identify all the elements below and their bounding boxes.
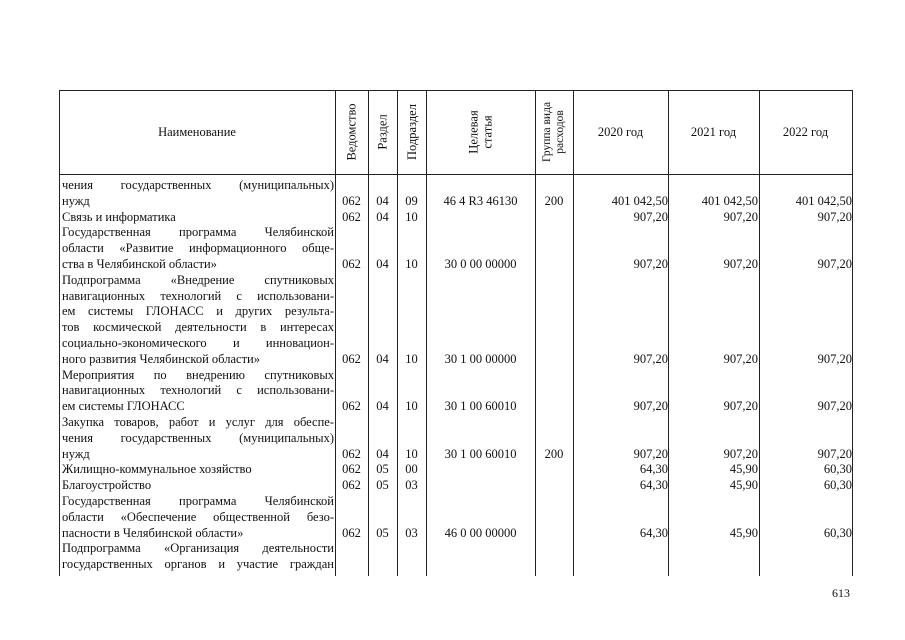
header-razdel: Раздел: [375, 114, 390, 150]
razdel-cell: 05: [376, 462, 389, 477]
amount-2022-cell: 907,20: [817, 209, 852, 224]
table-row: [59, 335, 853, 351]
amount-2020-cell: 64,30: [639, 462, 668, 477]
celevaya-cell: 30 0 00 00000: [444, 257, 517, 271]
amount-2022-cell: 401 042,50: [795, 193, 852, 208]
podrazdel-cell: 10: [405, 446, 418, 461]
name-cell: пасности в Челябинской области»: [62, 525, 244, 540]
table-row: [59, 319, 853, 335]
name-cell: ного развития Челябинской области»: [62, 351, 260, 366]
table-row: [59, 493, 853, 509]
celevaya-cell: 46 0 00 00000: [444, 525, 517, 540]
table-row: [59, 540, 853, 556]
amount-2020-cell: 907,20: [633, 209, 668, 224]
table-row: [59, 177, 853, 193]
podrazdel-cell: 03: [405, 478, 418, 493]
name-cell: чения государственных (муниципальных): [62, 178, 334, 192]
gruppa-cell: 200: [544, 446, 564, 461]
podrazdel-cell: 00: [405, 462, 418, 477]
budget-table: [59, 90, 853, 576]
name-cell: области «Развитие информационного обще-: [62, 241, 334, 256]
amount-2021-cell: 401 042,50: [701, 193, 758, 208]
name-cell: нужд: [62, 193, 90, 208]
amount-2021-cell: 907,20: [723, 209, 758, 224]
name-cell: навигационных технологий с использовани-: [62, 383, 334, 398]
table-row: [59, 382, 853, 398]
amount-2020-cell: 907,20: [633, 351, 668, 366]
razdel-cell: 04: [376, 399, 389, 414]
table-row: [59, 430, 853, 446]
table-row: [59, 461, 853, 477]
header-gruppa: Группа вида расходов: [541, 101, 567, 163]
amount-2021-cell: 907,20: [723, 446, 758, 461]
celevaya-cell: 46 4 R3 46130: [443, 193, 518, 208]
table-row: [59, 303, 853, 319]
header-celevaya: Целевая статья: [466, 110, 495, 154]
header-vedomstvo: Ведомство: [344, 103, 359, 161]
name-cell: Благоустройство: [62, 478, 152, 493]
amount-2021-cell: 45,90: [729, 525, 758, 540]
name-cell: социально-экономического и инновацион-: [62, 336, 334, 350]
vedomstvo-cell: 062: [342, 525, 361, 540]
podrazdel-cell: 09: [405, 193, 418, 208]
razdel-cell: 04: [376, 209, 389, 224]
celevaya-cell: 30 1 00 60010: [444, 399, 517, 414]
amount-2020-cell: 907,20: [633, 257, 668, 271]
amount-2022-cell: 907,20: [817, 257, 852, 271]
amount-2020-cell: 907,20: [633, 446, 668, 461]
amount-2022-cell: 60,30: [823, 462, 852, 477]
name-cell: навигационных технологий с использовани-: [62, 288, 334, 303]
vedomstvo-cell: 062: [342, 351, 361, 366]
name-cell: ем системы ГЛОНАСС: [62, 399, 185, 414]
vedomstvo-cell: 062: [342, 462, 361, 477]
header-2020: 2020 год: [597, 125, 644, 139]
podrazdel-cell: 10: [405, 351, 418, 366]
podrazdel-cell: 03: [405, 525, 418, 540]
amount-2020-cell: 64,30: [639, 478, 668, 493]
name-cell: Жилищно-коммунальное хозяйство: [62, 462, 252, 477]
table-row: [59, 209, 853, 225]
amount-2022-cell: 907,20: [817, 446, 852, 461]
razdel-cell: 04: [376, 257, 389, 271]
vedomstvo-cell: 062: [342, 446, 361, 461]
name-cell: государственных органов и участие граждан: [62, 557, 334, 572]
vedomstvo-cell: 062: [342, 399, 361, 414]
amount-2022-cell: 60,30: [823, 525, 852, 540]
celevaya-cell: 30 1 00 00000: [444, 351, 517, 366]
podrazdel-cell: 10: [405, 209, 418, 224]
table-row: [59, 351, 853, 367]
table-row: [59, 288, 853, 304]
amount-2021-cell: 907,20: [723, 351, 758, 366]
vedomstvo-cell: 062: [342, 209, 361, 224]
table-row: [59, 477, 853, 493]
name-cell: Государственная программа Челябинской: [62, 225, 334, 240]
name-cell: Государственная программа Челябинской: [62, 494, 334, 508]
header-2022: 2022 год: [782, 125, 829, 139]
name-cell: области «Обеспечение общественной безо-: [62, 509, 334, 524]
table-row: [59, 556, 853, 572]
name-cell: Связь и информатика: [62, 209, 176, 224]
name-cell: чения государственных (муниципальных): [62, 430, 334, 445]
name-cell: тов космической деятельности в интересах: [62, 320, 334, 335]
table-row: [59, 256, 853, 272]
table-row: [59, 224, 853, 240]
page-number: 613: [832, 586, 850, 600]
razdel-cell: 05: [376, 478, 389, 493]
vedomstvo-cell: 062: [342, 257, 361, 271]
table-row: [59, 240, 853, 256]
amount-2020-cell: 401 042,50: [611, 193, 668, 208]
table-row: [59, 446, 853, 462]
amount-2022-cell: 907,20: [817, 399, 852, 414]
table-row: [59, 193, 853, 209]
amount-2021-cell: 45,90: [729, 462, 758, 477]
vedomstvo-cell: 062: [342, 478, 361, 493]
amount-2021-cell: 907,20: [723, 399, 758, 414]
amount-2021-cell: 45,90: [729, 478, 758, 493]
amount-2022-cell: 907,20: [817, 351, 852, 366]
amount-2020-cell: 64,30: [639, 525, 668, 540]
name-cell: Закупка товаров, работ и услуг для обеспе-: [62, 415, 334, 429]
header-2021: 2021 год: [690, 125, 737, 139]
header-bottom-border: [59, 174, 853, 175]
header-name: Наименование: [158, 125, 236, 139]
vedomstvo-cell: 062: [342, 193, 361, 208]
table-row: [59, 414, 853, 430]
razdel-cell: 05: [376, 525, 389, 540]
gruppa-cell: 200: [544, 193, 564, 208]
razdel-cell: 04: [376, 193, 389, 208]
amount-2021-cell: 907,20: [723, 257, 758, 271]
razdel-cell: 04: [376, 446, 389, 461]
table-row: [59, 525, 853, 541]
podrazdel-cell: 10: [405, 399, 418, 414]
table-row: [59, 509, 853, 525]
table-row: [59, 398, 853, 414]
name-cell: Подпрограмма «Внедрение спутниковых: [62, 272, 334, 287]
razdel-cell: 04: [376, 351, 389, 366]
header-podrazdel: Подраздел: [404, 104, 419, 160]
name-cell: нужд: [62, 446, 90, 461]
table-row: [59, 367, 853, 383]
name-cell: ства в Челябинской области»: [62, 257, 217, 271]
name-cell: Мероприятия по внедрению спутниковых: [62, 367, 334, 382]
name-cell: ем системы ГЛОНАСС и других результа-: [62, 304, 334, 319]
table-row: [59, 272, 853, 288]
amount-2022-cell: 60,30: [823, 478, 852, 493]
celevaya-cell: 30 1 00 60010: [444, 446, 517, 461]
amount-2020-cell: 907,20: [633, 399, 668, 414]
podrazdel-cell: 10: [405, 257, 418, 271]
name-cell: Подпрограмма «Организация деятельности: [62, 541, 334, 556]
